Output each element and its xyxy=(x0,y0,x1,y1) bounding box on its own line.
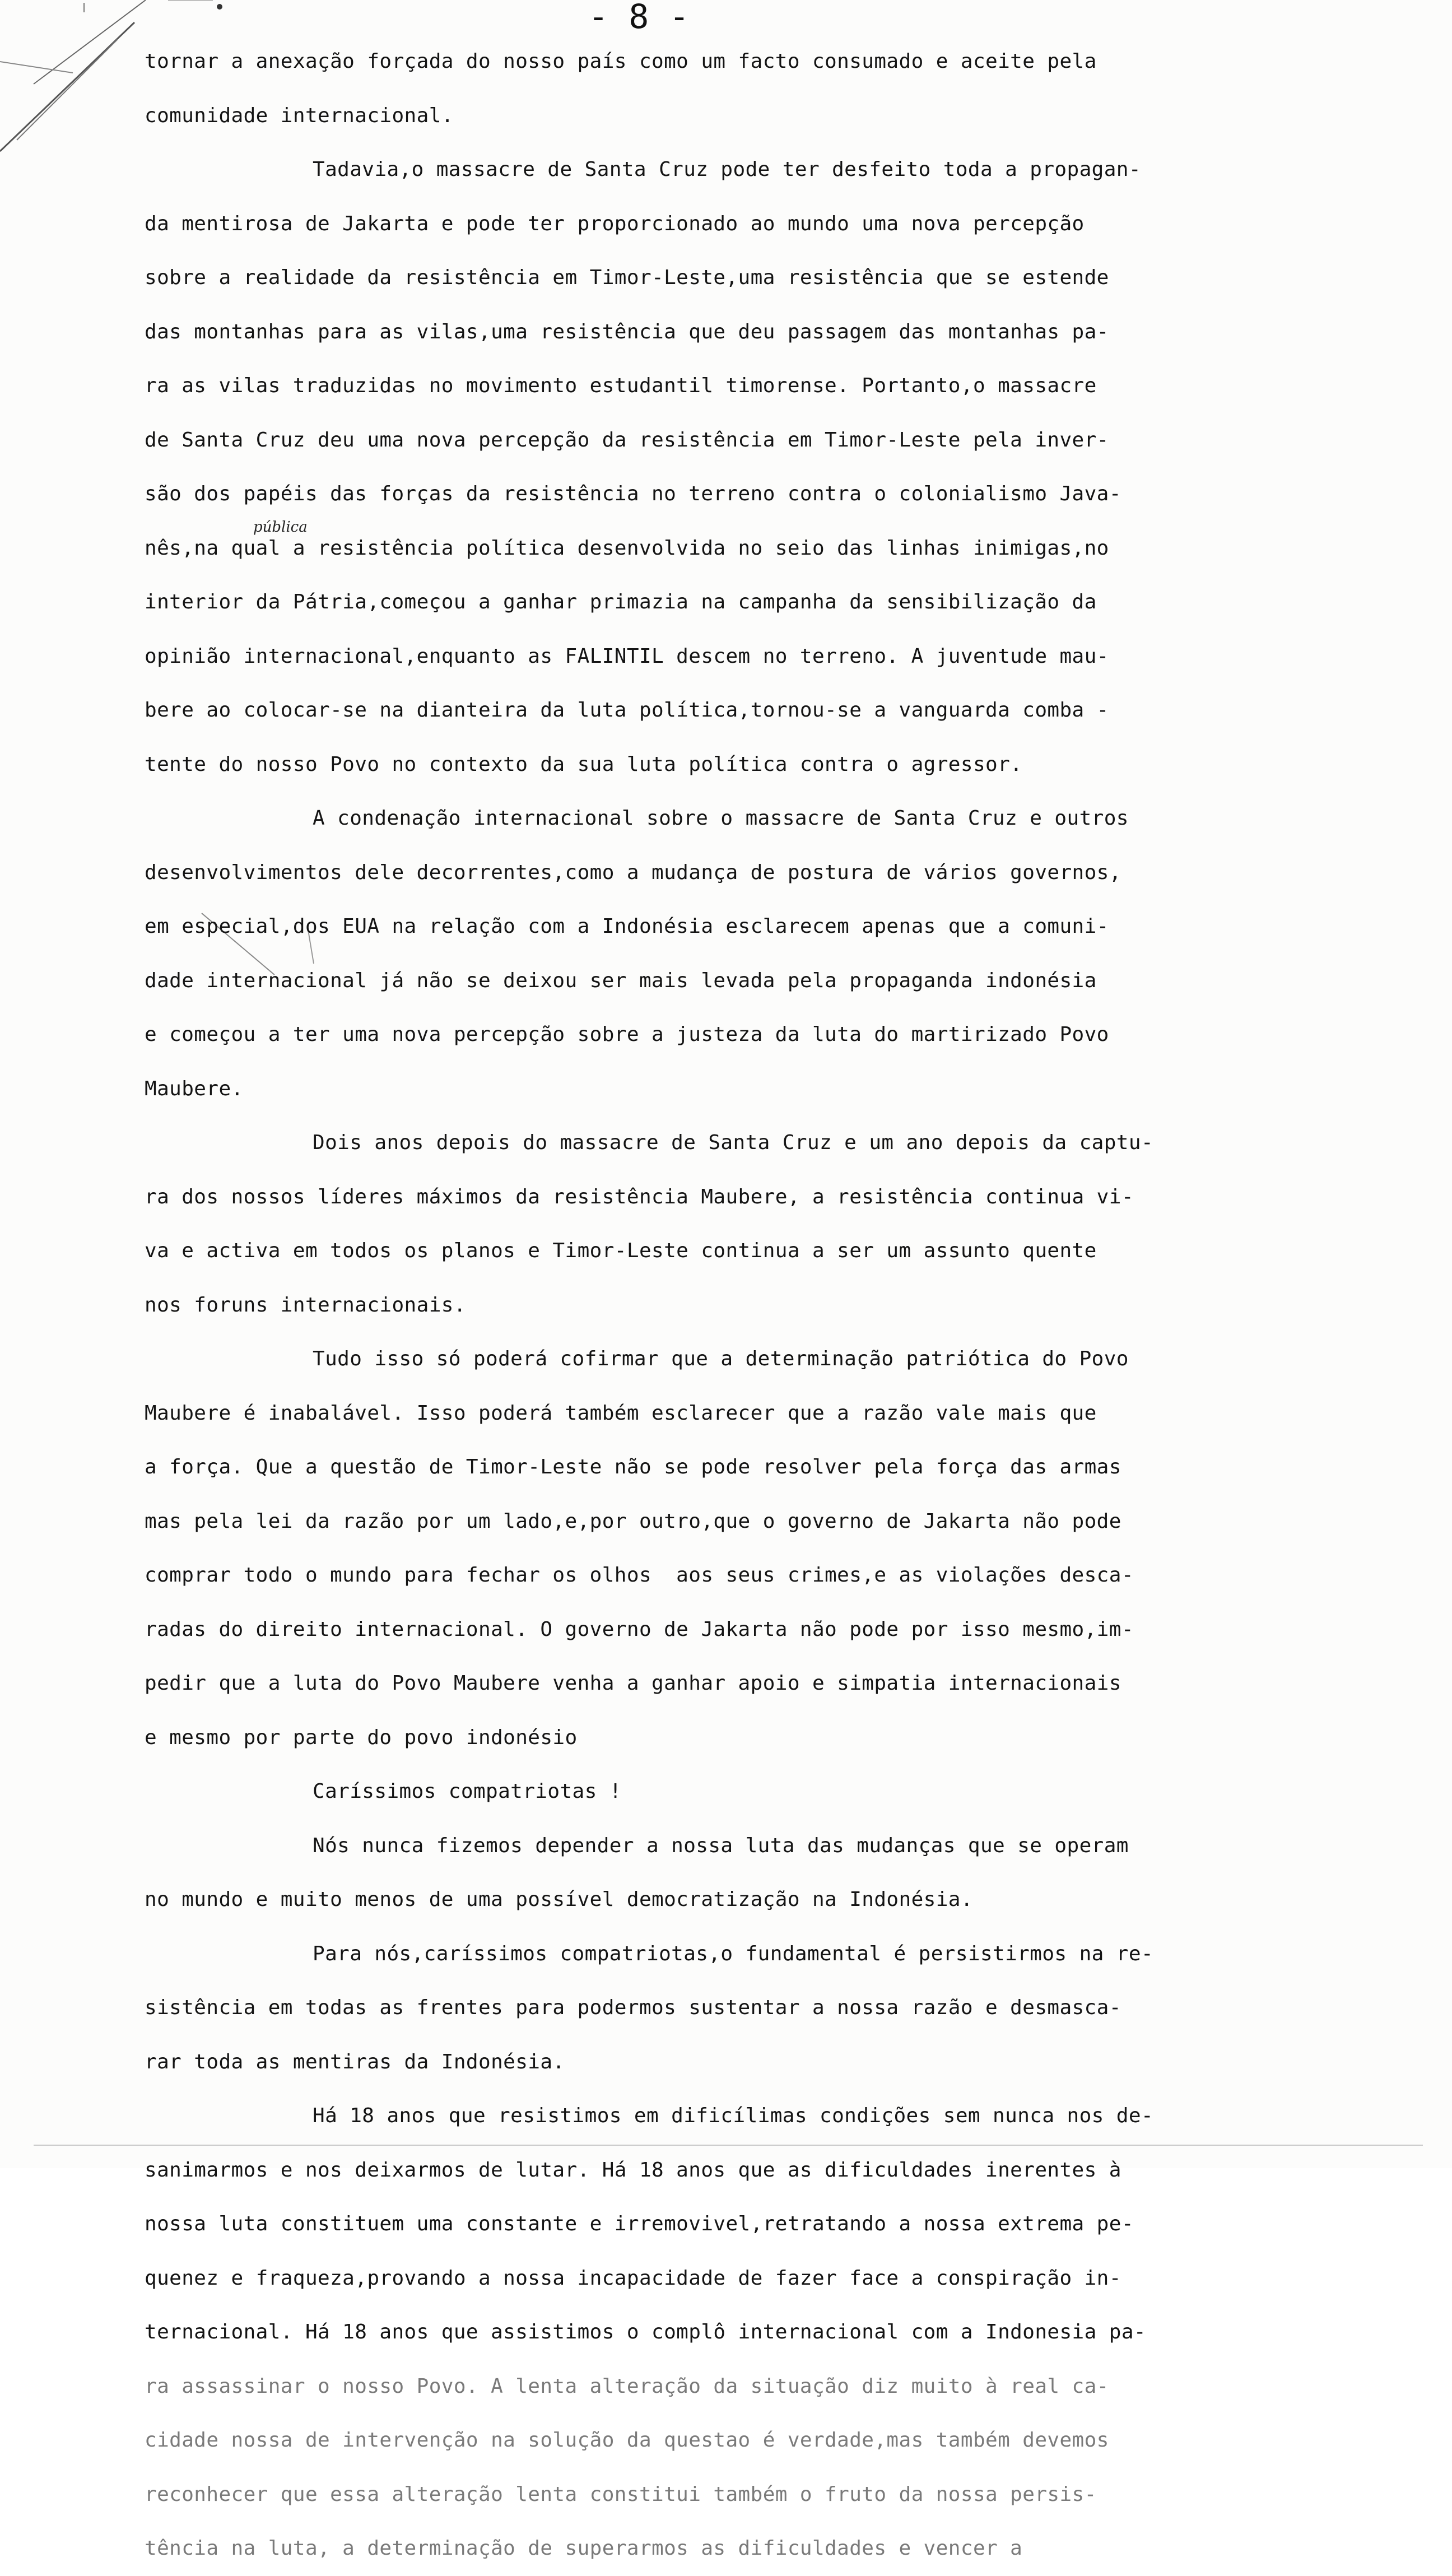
text-line: opinião internacional,enquanto as FALINTIL descem no terreno. A juventude mau- xyxy=(145,644,1109,668)
text-line: mas pela lei da razão por um lado,e,por outro,que o governo de Jakarta não pode xyxy=(145,1509,1121,1533)
text-line: sobre a realidade da resistência em Timor-Leste,uma resistência que se estende xyxy=(145,266,1109,289)
text-line: A condenação internacional sobre o massacre de Santa Cruz e outros xyxy=(313,807,1129,830)
text-line: nos foruns internacionais. xyxy=(145,1293,466,1317)
text-line: reconhecer que essa alteração lenta constitui também o fruto da nossa persis- xyxy=(145,2482,1097,2506)
text-line: pedir que a luta do Povo Maubere venha a ganhar apoio e simpatia internacionais xyxy=(145,1672,1121,1695)
text-line: Há 18 anos que resistimos em dificílimas condições sem nunca nos de- xyxy=(313,2104,1154,2127)
text-line: ra assassinar o nosso Povo. A lenta alteração da situação diz muito à real ca- xyxy=(145,2374,1109,2398)
text-line: da mentirosa de Jakarta e pode ter proporcionado ao mundo uma nova percepção xyxy=(145,212,1085,235)
text-line: Dois anos depois do massacre de Santa Cruz e um ano depois da captu- xyxy=(313,1131,1154,1154)
text-line: tente do nosso Povo no contexto da sua luta política contra o agressor. xyxy=(145,752,1023,776)
text-line: va e activa em todos os planos e Timor-Leste continua a ser um assunto quente xyxy=(145,1239,1097,1262)
text-line: Maubere é inabalável. Isso poderá também esclarecer que a razão vale mais que xyxy=(145,1401,1097,1425)
text-line: desenvolvimentos dele decorrentes,como a mudança de postura de vários governos, xyxy=(145,861,1121,884)
text-line: Tudo isso só poderá cofirmar que a determinação patriótica do Povo xyxy=(313,1347,1129,1370)
text-line: comunidade internacional. xyxy=(145,104,454,127)
text-line: Maubere. xyxy=(145,1077,244,1100)
text-line: interior da Pátria,começou a ganhar primazia na campanha da sensibilização da xyxy=(145,590,1097,613)
text-line: e mesmo por parte do povo indonésio xyxy=(145,1726,578,1749)
text-line: nossa luta constituem uma constante e irremovivel,retratando a nossa extrema pe- xyxy=(145,2212,1134,2235)
text-line: bere ao colocar-se na dianteira da luta política,tornou-se a vanguarda comba - xyxy=(145,699,1109,722)
text-line: ra dos nossos líderes máximos da resistência Maubere, a resistência continua vi- xyxy=(145,1185,1134,1208)
text-line: quenez e fraqueza,provando a nossa incapacidade de fazer face a conspiração in- xyxy=(145,2266,1121,2290)
bottom-scan-line xyxy=(34,2145,1423,2146)
text-line: de Santa Cruz deu uma nova percepção da resistência em Timor-Leste pela inver- xyxy=(145,428,1109,452)
handwritten-annotation: pública xyxy=(253,519,308,536)
text-line: nês,na qual a resistência política desenvolvida no seio das linhas inimigas,no xyxy=(145,536,1109,560)
text-line: cidade nossa de intervenção na solução da questao é verdade,mas também devemos xyxy=(145,2429,1109,2452)
text-line: radas do direito internacional. O governo de Jakarta não pode por isso mesmo,im- xyxy=(145,1617,1134,1641)
text-line: das montanhas para as vilas,uma resistência que deu passagem das montanhas pa- xyxy=(145,320,1109,343)
text-line: e começou a ter uma nova percepção sobre a justeza da luta do martirizado Povo xyxy=(145,1023,1109,1046)
text-line: em especial,dos EUA na relação com a Indonésia esclarecem apenas que a comuni- xyxy=(145,915,1109,938)
page-number: - 8 - xyxy=(588,0,690,36)
text-line: sanimarmos e nos deixarmos de lutar. Há 18 anos que as dificuldades inerentes à xyxy=(145,2158,1121,2182)
text-line: sistência em todas as frentes para podermos sustentar a nossa razão e desmasca- xyxy=(145,1996,1121,2019)
text-line: Nós nunca fizemos depender a nossa luta das mudanças que se operam xyxy=(313,1834,1129,1857)
text-line: Tadavia,o massacre de Santa Cruz pode ter desfeito toda a propagan- xyxy=(313,158,1141,181)
text-line: comprar todo o mundo para fechar os olhos aos seus crimes,e as violações desca- xyxy=(145,1564,1134,1587)
document-body xyxy=(145,35,1343,2576)
text-line: tência na luta, a determinação de superarmos as dificuldades e vencer a xyxy=(145,2537,1023,2560)
text-line: no mundo e muito menos de uma possível democratização na Indonésia. xyxy=(145,1888,973,1911)
text-line: dade internacional já não se deixou ser mais levada pela propaganda indonésia xyxy=(145,969,1097,992)
text-line: Caríssimos compatriotas ! xyxy=(313,1780,622,1803)
text-line: são dos papéis das forças da resistência no terreno contra o colonialismo Java- xyxy=(145,482,1121,505)
text-line: Para nós,caríssimos compatriotas,o fundamental é persistirmos na re- xyxy=(313,1942,1154,1965)
text-line: a força. Que a questão de Timor-Leste não se pode resolver pela força das armas xyxy=(145,1456,1121,1478)
text-line: rar toda as mentiras da Indonésia. xyxy=(145,2050,565,2073)
text-line: ra as vilas traduzidas no movimento estudantil timorense. Portanto,o massacre xyxy=(145,374,1097,397)
text-line: ternacional. Há 18 anos que assistimos o complô internacional com a Indonesia pa- xyxy=(145,2321,1146,2343)
text-line: tornar a anexação forçada do nosso país como um facto consumado e aceite pela xyxy=(145,50,1097,73)
